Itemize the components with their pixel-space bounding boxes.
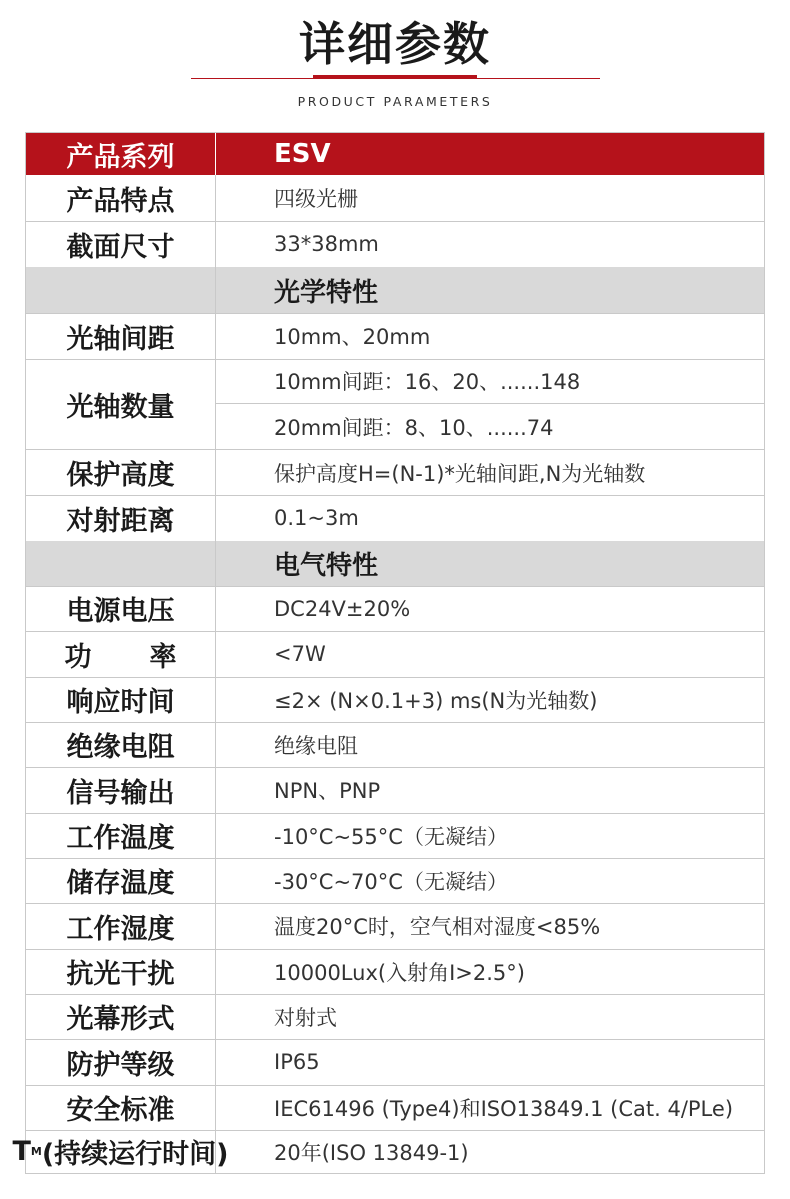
table-row <box>26 221 764 268</box>
table-row <box>12 1130 764 1173</box>
table-row <box>26 1085 764 1131</box>
row-value: ≤2× (N×0.1+3) ms(N为光轴数) <box>274 688 598 713</box>
row-value: <7W <box>274 642 326 666</box>
row-value: -10°C~55°C（无凝结） <box>274 824 508 849</box>
row-label-char: 功 <box>64 641 92 673</box>
section-row-electrical <box>26 541 764 587</box>
table-row <box>26 903 764 950</box>
row-label: 工作温度 <box>26 813 216 858</box>
label-t: T <box>12 1136 31 1167</box>
row-label: 光幕形式 <box>26 994 216 1039</box>
table-row <box>26 495 764 542</box>
row-value: IP65 <box>274 1050 320 1074</box>
parameters-table <box>12 132 765 1174</box>
row-value: 0.1~3m <box>274 506 359 530</box>
title-underline-accent <box>313 75 477 79</box>
section-title: 电气特性 <box>274 551 379 581</box>
row-value: DC24V±20% <box>274 596 411 621</box>
row-value: 对射式 <box>274 1005 337 1030</box>
series-value: ESV <box>274 139 331 169</box>
table-header-row <box>26 133 764 175</box>
table-row <box>26 313 764 360</box>
table-row <box>26 949 764 995</box>
page-title: 详细参数 <box>299 17 491 71</box>
row-label: 储存温度 <box>26 858 216 903</box>
row-value: 温度20°C时，空气相对湿度<85% <box>274 915 601 939</box>
row-value: 10mm、20mm <box>274 325 431 349</box>
row-label: 信号输出 <box>26 767 216 813</box>
row-label: 电源电压 <box>26 586 216 631</box>
row-label: 产品特点 <box>26 175 216 221</box>
row-value: 四级光栅 <box>274 187 358 211</box>
table-row <box>26 767 764 814</box>
section-label-empty <box>26 541 216 586</box>
row-value: 33*38mm <box>274 232 379 256</box>
row-value: 保护高度H=(N-1)*光轴间距,N为光轴数 <box>274 461 646 486</box>
table-row <box>26 722 764 768</box>
section-row-optical <box>26 267 764 314</box>
row-label: 对射距离 <box>26 495 216 541</box>
row-value: 20年(ISO 13849-1) <box>274 1140 469 1165</box>
section-title: 光学特性 <box>274 277 379 308</box>
row-value: 10000Lux(入射角I>2.5°) <box>274 960 525 985</box>
row-label <box>26 631 216 677</box>
table-row <box>26 994 764 1040</box>
table-row <box>26 631 764 678</box>
row-label: 工作湿度 <box>26 903 216 949</box>
row-value: NPN、PNP <box>274 779 381 803</box>
table-row <box>26 858 764 904</box>
label-rest: (持续运行时间) <box>41 1139 229 1170</box>
row-label: 防护等级 <box>26 1039 216 1085</box>
row-value: 10mm间距：16、20、......148 <box>216 359 764 404</box>
table-row <box>26 175 764 222</box>
row-value: IEC61496 (Type4)和ISO13849.1 (Cat. 4/PLe) <box>274 1096 734 1121</box>
row-label: 光轴数量 <box>26 359 216 450</box>
row-value: 绝缘电阻 <box>274 733 358 758</box>
row-label-char: 率 <box>149 641 177 673</box>
row-label: 光轴间距 <box>26 313 216 359</box>
row-label: 保护高度 <box>26 450 216 495</box>
row-label: 绝缘电阻 <box>26 722 216 767</box>
label-subscript: M <box>30 1145 42 1158</box>
row-label: 截面尺寸 <box>26 221 216 267</box>
series-label: 产品系列 <box>26 133 216 175</box>
row-value: 20mm间距：8、10、......74 <box>216 404 764 450</box>
page-subtitle: PRODUCT PARAMETERS <box>297 94 493 109</box>
row-label <box>12 1130 229 1173</box>
table-row <box>26 450 764 496</box>
table-row <box>26 1039 764 1086</box>
row-label: 响应时间 <box>26 677 216 722</box>
row-value: -30°C~70°C（无凝结） <box>274 869 508 894</box>
table-row <box>26 586 764 632</box>
row-label: 安全标准 <box>26 1085 216 1130</box>
row-label: 抗光干扰 <box>26 949 216 994</box>
table-row <box>26 677 764 723</box>
section-label-empty <box>26 267 216 313</box>
table-row <box>26 813 764 859</box>
